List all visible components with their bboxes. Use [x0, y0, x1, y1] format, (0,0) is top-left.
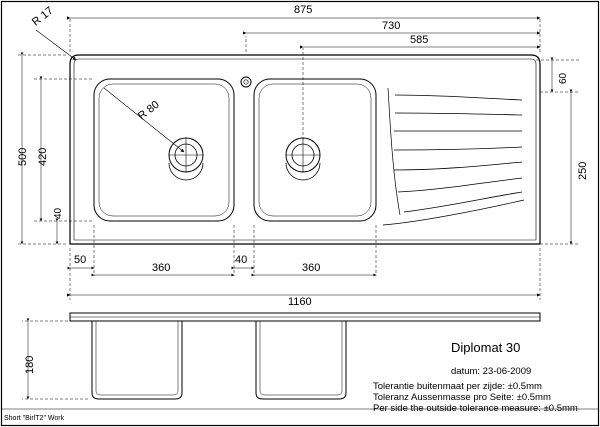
dim-top-730: 730 — [382, 20, 401, 32]
dim-right-60: 60 — [558, 72, 569, 84]
dim-top-875: 875 — [294, 4, 313, 16]
tap-hole — [241, 77, 251, 87]
dim-left-500: 500 — [17, 147, 29, 166]
sink-outline — [70, 55, 540, 244]
dim-bottom-40: 40 — [235, 254, 248, 266]
dim-bottom-50: 50 — [74, 254, 87, 266]
label-r17: R 17 — [30, 4, 56, 29]
dim-bottom-360-left: 360 — [152, 262, 171, 274]
drainer-board — [383, 88, 524, 225]
watermark-text: Short "BirlT2" Work — [4, 415, 65, 422]
dim-left-420: 420 — [37, 147, 49, 166]
label-r80: R 80 — [136, 98, 162, 123]
drawing-title: Diplomat 30 — [451, 340, 521, 355]
dim-top-585: 585 — [410, 34, 429, 46]
note-de: Toleranz Aussenmasse pro Seite: ±0.5mm — [373, 392, 551, 403]
dim-right-250: 250 — [577, 161, 589, 180]
sink-top-view — [70, 55, 540, 244]
dim-left-40: 40 — [53, 207, 64, 219]
dim-depth-180: 180 — [24, 355, 36, 374]
dimension-lines-right — [536, 60, 580, 244]
note-nl: Tolerantie buitenmaat per zijde: ±0.5mm — [373, 381, 542, 392]
right-bowl — [254, 79, 376, 221]
left-bowl — [94, 79, 234, 221]
drawing-date: datum: 23-06-2009 — [451, 366, 532, 377]
dim-bottom-1160: 1160 — [288, 296, 312, 308]
sink-outline-inner — [74, 59, 536, 240]
note-en: Per side the outside tolerance measure: ±0.5mm — [373, 403, 578, 414]
sheet-border — [2, 2, 599, 426]
dim-bottom-360-right: 360 — [302, 262, 321, 274]
